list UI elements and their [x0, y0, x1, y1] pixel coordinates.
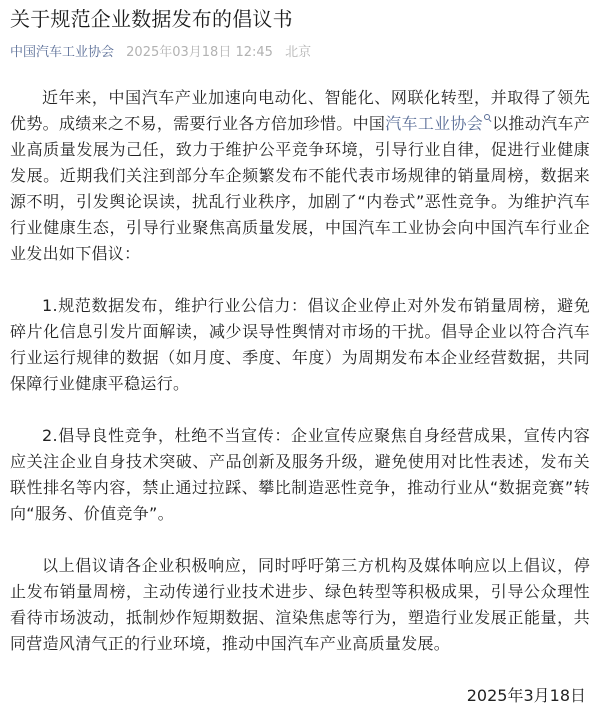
article-body — [10, 85, 590, 657]
publish-location: 北京 — [285, 45, 312, 60]
author-link[interactable]: 中国汽车工业协会 — [10, 45, 115, 60]
paragraph-closing: 以上倡议请各企业积极响应，同时呼吁第三方机构及媒体响应以上倡议，停止发布销量周榜，主动传递行业技术进步、绿色转型等积极成果，引导公众理性看待市场波动，抵制炒作短期数据、渲染焦虑等行为，塑造行业发展正能量，共同营造风清气正的行业环境，推动中国汽车产业高质量发展。 — [10, 556, 590, 653]
intro-text-part1: 近年来，中国汽车产业加速向电动化、智能化、网联化转型，并取得了领先优势。成绩来之不易，需要行业各方倍加珍惜。中国 — [10, 88, 590, 133]
article-title: 关于规范企业数据发布的倡议书 — [10, 7, 293, 31]
publish-time: 2025年03月18日 12:45 — [126, 45, 273, 60]
search-keyword-link[interactable]: 汽车工业协会 — [385, 114, 484, 133]
article-meta — [10, 44, 590, 62]
paragraph-intro — [10, 85, 590, 267]
paragraph-item-1: 1.规范数据发布，维护行业公信力：倡议企业停止对外发布销量周榜，避免碎片化信息引发片面解读，减少误导性舆情对市场的干扰。倡导企业以符合汽车行业运行规律的数据（如月度、季度、年度）为周期发布本企业经营数据，共同保障行业健康平稳运行。 — [10, 296, 590, 393]
paragraph-item-2: 2.倡导良性竞争，杜绝不当宣传：企业宣传应聚焦自身经营成果，宣传内容应关注企业自身技术突破、产品创新及服务升级，避免使用对比性表述，发布关联性排名等内容，禁止通过拉踩、攀比制造恶性竞争，推动行业从“数据竞赛”转向“服务、价值竞争”。 — [10, 426, 590, 523]
search-icon[interactable] — [484, 114, 491, 121]
intro-text-part2: 以推动汽车产业高质量发展为己任，致力于维护公平竞争环境，引导行业自律，促进行业健康发展。近期我们关注到部分车企频繁发布不能代表市场规律的销量周榜，数据来源不明，引发舆论误读，扰乱行业秩序，加剧了“内卷式”恶性竞争。为维护汽车行业健康生态，引导行业聚焦高质量发展，中国汽车工业协会向中国汽车行业企业发出如下倡议： — [10, 114, 590, 263]
signature-date: 2025年3月18日 — [466, 686, 586, 705]
